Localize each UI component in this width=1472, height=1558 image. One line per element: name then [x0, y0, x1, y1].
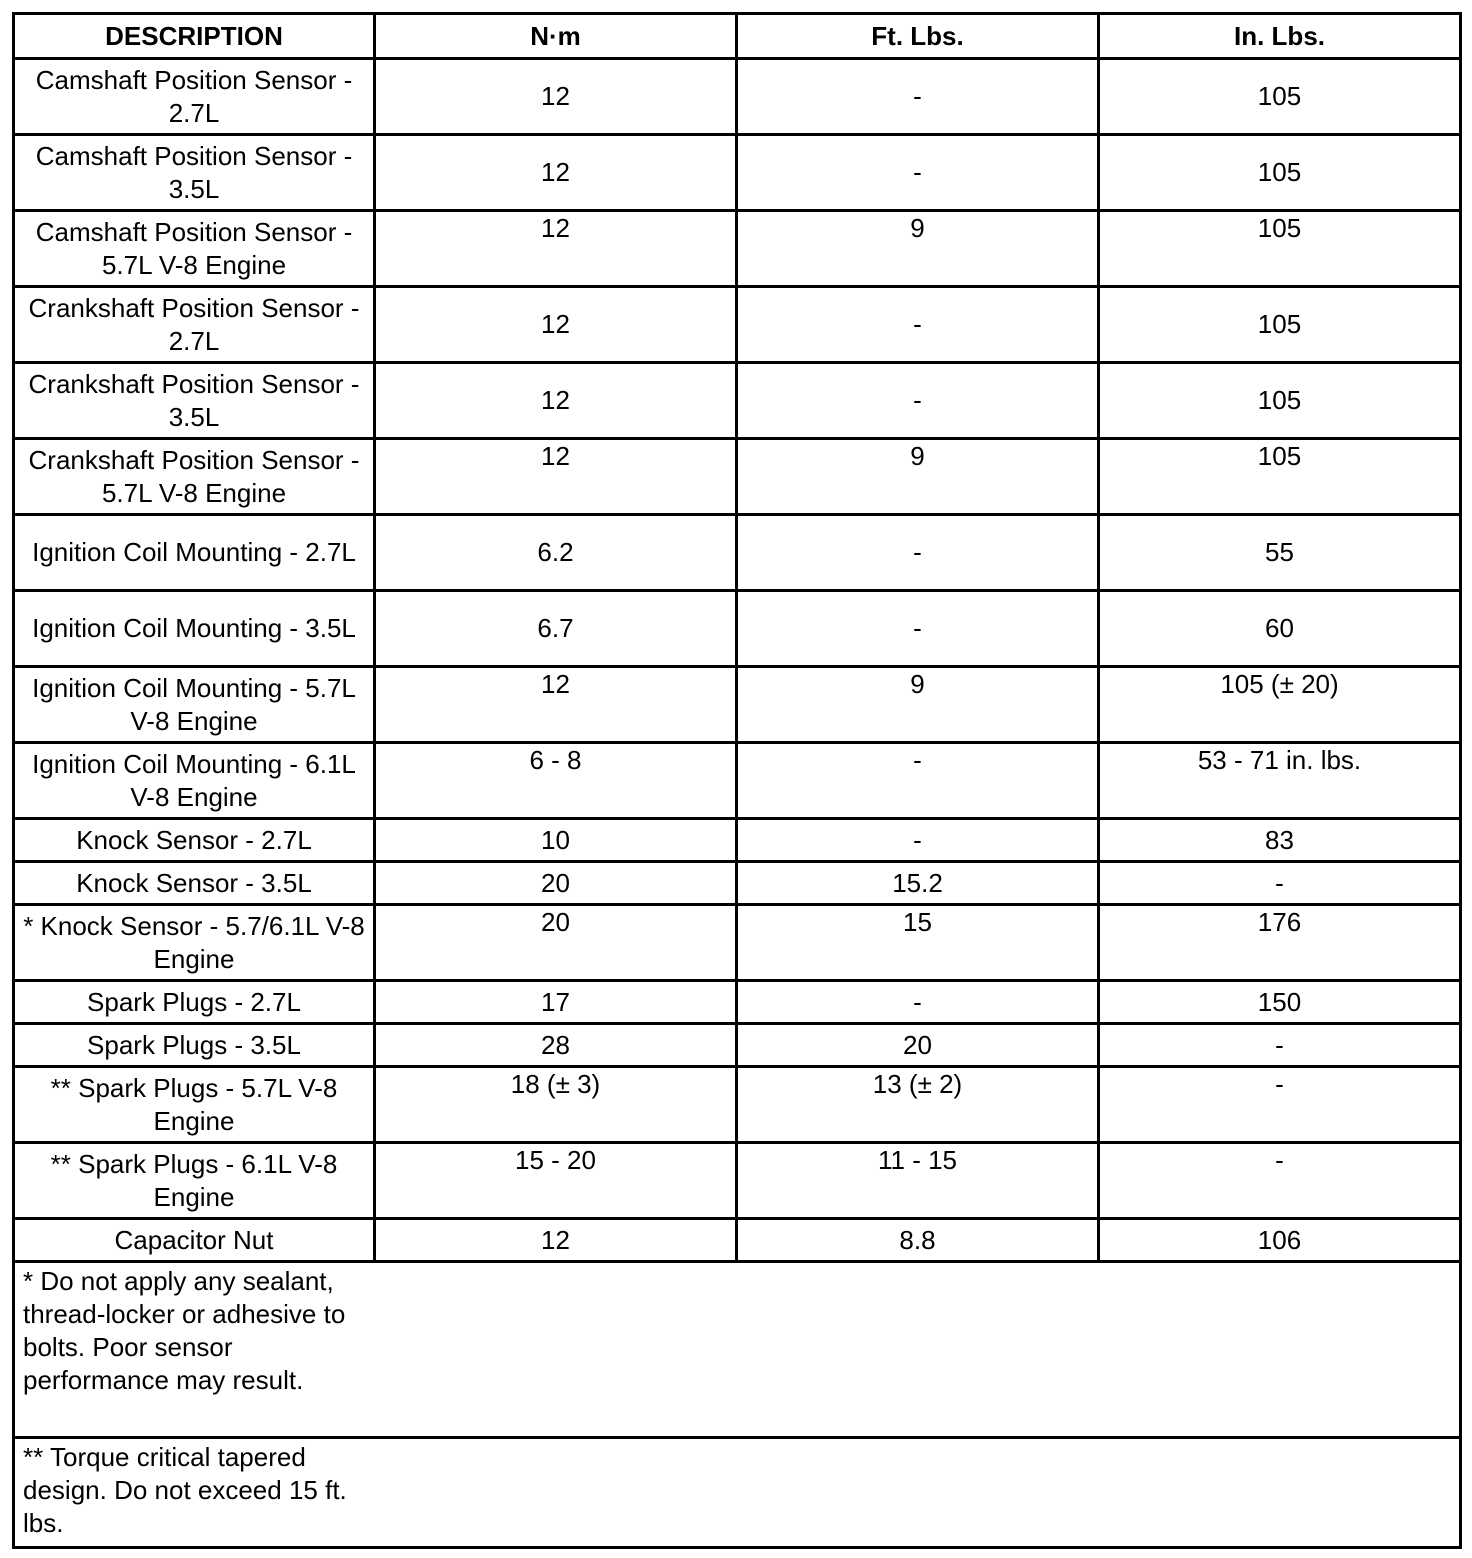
description-cell: Crankshaft Position Sensor - 3.5L: [14, 363, 375, 439]
in-lbs-cell: 150: [1099, 981, 1461, 1024]
nm-cell: 15 - 20: [375, 1143, 737, 1219]
in-lbs-cell: 176: [1099, 905, 1461, 981]
nm-cell: 12: [375, 135, 737, 211]
footnote-cell: [14, 1262, 1461, 1438]
note-row: [14, 1438, 1461, 1548]
table-row: [14, 59, 1461, 135]
table-row: [14, 862, 1461, 905]
in-lbs-cell: -: [1099, 1143, 1461, 1219]
nm-cell: 12: [375, 211, 737, 287]
ft-lbs-cell: -: [737, 59, 1099, 135]
description-cell: * Knock Sensor - 5.7/6.1L V-8 Engine: [14, 905, 375, 981]
nm-cell: 28: [375, 1024, 737, 1067]
description-cell: ** Spark Plugs - 5.7L V-8 Engine: [14, 1067, 375, 1143]
ft-lbs-cell: -: [737, 363, 1099, 439]
description-cell: Spark Plugs - 2.7L: [14, 981, 375, 1024]
header-row: [14, 14, 1461, 59]
nm-cell: 12: [375, 287, 737, 363]
description-cell: Camshaft Position Sensor - 3.5L: [14, 135, 375, 211]
description-cell: ** Spark Plugs - 6.1L V-8 Engine: [14, 1143, 375, 1219]
torque-spec-table: [12, 12, 1462, 1549]
ft-lbs-cell: 15.2: [737, 862, 1099, 905]
in-lbs-cell: 105: [1099, 439, 1461, 515]
ft-lbs-cell: 9: [737, 211, 1099, 287]
table-row: [14, 439, 1461, 515]
description-cell: Ignition Coil Mounting - 5.7L V-8 Engine: [14, 667, 375, 743]
header-nm: N·m: [375, 14, 737, 59]
table-row: [14, 363, 1461, 439]
note-row: [14, 1262, 1461, 1438]
ft-lbs-cell: -: [737, 743, 1099, 819]
description-cell: Ignition Coil Mounting - 3.5L: [14, 591, 375, 667]
header-description: DESCRIPTION: [14, 14, 375, 59]
description-cell: Camshaft Position Sensor - 5.7L V-8 Engine: [14, 211, 375, 287]
nm-cell: 12: [375, 667, 737, 743]
nm-cell: 20: [375, 862, 737, 905]
description-cell: Camshaft Position Sensor - 2.7L: [14, 59, 375, 135]
in-lbs-cell: 53 - 71 in. lbs.: [1099, 743, 1461, 819]
description-cell: Ignition Coil Mounting - 2.7L: [14, 515, 375, 591]
table-row: [14, 591, 1461, 667]
nm-cell: 12: [375, 363, 737, 439]
table-row: [14, 743, 1461, 819]
in-lbs-cell: 60: [1099, 591, 1461, 667]
description-cell: Knock Sensor - 3.5L: [14, 862, 375, 905]
table-row: [14, 667, 1461, 743]
description-cell: Knock Sensor - 2.7L: [14, 819, 375, 862]
in-lbs-cell: -: [1099, 1067, 1461, 1143]
in-lbs-cell: -: [1099, 862, 1461, 905]
description-cell: Spark Plugs - 3.5L: [14, 1024, 375, 1067]
in-lbs-cell: 105 (± 20): [1099, 667, 1461, 743]
ft-lbs-cell: 9: [737, 439, 1099, 515]
ft-lbs-cell: 20: [737, 1024, 1099, 1067]
description-cell: Crankshaft Position Sensor - 5.7L V-8 Engine: [14, 439, 375, 515]
ft-lbs-cell: 9: [737, 667, 1099, 743]
in-lbs-cell: 83: [1099, 819, 1461, 862]
ft-lbs-cell: 13 (± 2): [737, 1067, 1099, 1143]
nm-cell: 6 - 8: [375, 743, 737, 819]
nm-cell: 12: [375, 59, 737, 135]
ft-lbs-cell: 8.8: [737, 1219, 1099, 1262]
header-in-lbs: In. Lbs.: [1099, 14, 1461, 59]
description-cell: Crankshaft Position Sensor - 2.7L: [14, 287, 375, 363]
in-lbs-cell: -: [1099, 1024, 1461, 1067]
nm-cell: 12: [375, 439, 737, 515]
ft-lbs-cell: -: [737, 135, 1099, 211]
nm-cell: 6.7: [375, 591, 737, 667]
table-row: [14, 211, 1461, 287]
table-row: [14, 135, 1461, 211]
in-lbs-cell: 105: [1099, 363, 1461, 439]
table-row: [14, 819, 1461, 862]
ft-lbs-cell: 11 - 15: [737, 1143, 1099, 1219]
nm-cell: 10: [375, 819, 737, 862]
footnote-cell: [14, 1438, 1461, 1548]
nm-cell: 12: [375, 1219, 737, 1262]
in-lbs-cell: 105: [1099, 287, 1461, 363]
ft-lbs-cell: -: [737, 981, 1099, 1024]
table-row: [14, 1067, 1461, 1143]
table-row: [14, 1219, 1461, 1262]
footnote-double-asterisk: ** Torque critical tapered design. Do not exceed 15 ft. lbs.: [23, 1442, 347, 1538]
table-row: [14, 1143, 1461, 1219]
nm-cell: 18 (± 3): [375, 1067, 737, 1143]
in-lbs-cell: 105: [1099, 59, 1461, 135]
table-row: [14, 1024, 1461, 1067]
ft-lbs-cell: -: [737, 591, 1099, 667]
footnote-single-asterisk: * Do not apply any sealant, thread-locker or adhesive to bolts. Poor sensor performance may result.: [23, 1266, 346, 1395]
nm-cell: 20: [375, 905, 737, 981]
table-row: [14, 905, 1461, 981]
description-cell: Ignition Coil Mounting - 6.1L V-8 Engine: [14, 743, 375, 819]
header-ft-lbs: Ft. Lbs.: [737, 14, 1099, 59]
ft-lbs-cell: -: [737, 287, 1099, 363]
table-row: [14, 515, 1461, 591]
nm-cell: 6.2: [375, 515, 737, 591]
table-row: [14, 981, 1461, 1024]
in-lbs-cell: 106: [1099, 1219, 1461, 1262]
description-cell: Capacitor Nut: [14, 1219, 375, 1262]
in-lbs-cell: 105: [1099, 135, 1461, 211]
nm-cell: 17: [375, 981, 737, 1024]
ft-lbs-cell: 15: [737, 905, 1099, 981]
in-lbs-cell: 55: [1099, 515, 1461, 591]
table-row: [14, 287, 1461, 363]
ft-lbs-cell: -: [737, 819, 1099, 862]
in-lbs-cell: 105: [1099, 211, 1461, 287]
ft-lbs-cell: -: [737, 515, 1099, 591]
